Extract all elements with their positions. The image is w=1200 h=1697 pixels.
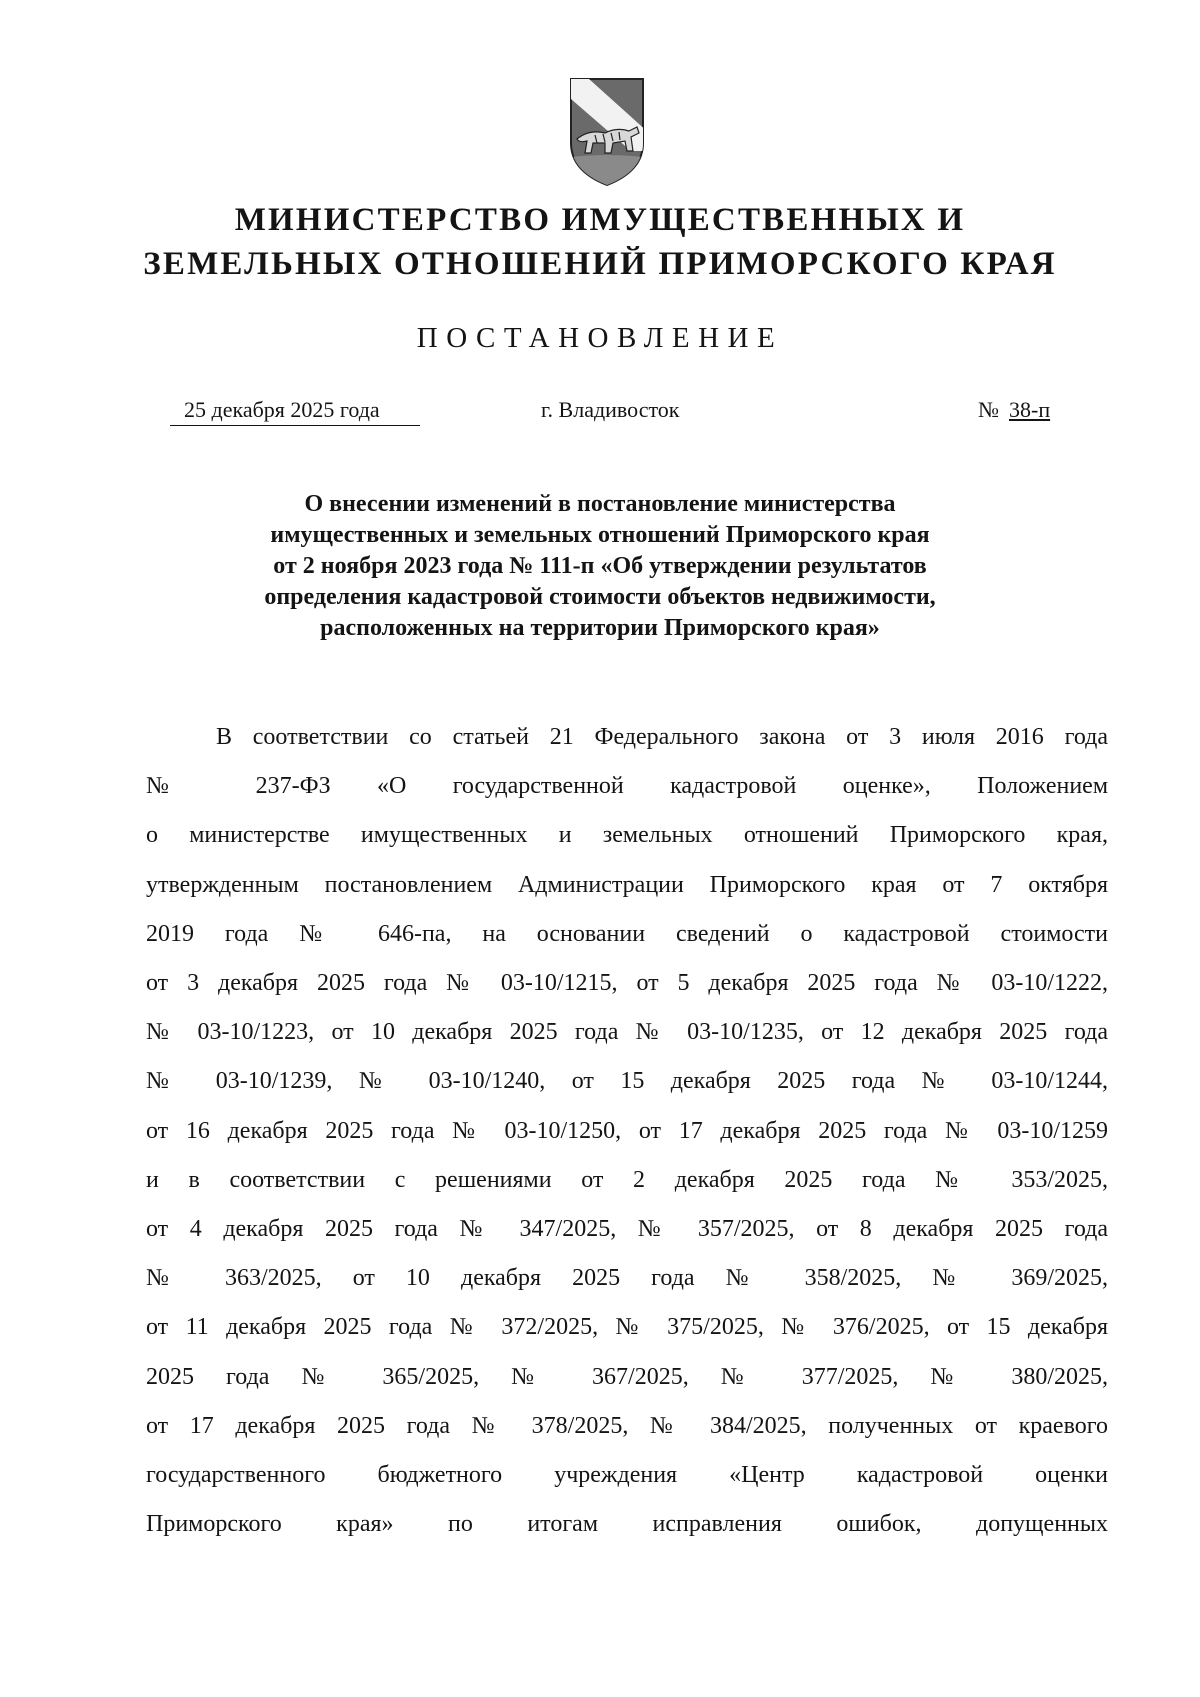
body-line: 2019 года № 646-па, на основании сведений о кадастровой стоимости <box>146 920 1108 947</box>
document-type: ПОСТАНОВЛЕНИЕ <box>416 322 784 354</box>
subject-line: определения кадастровой стоимости объектов недвижимости, <box>264 584 936 610</box>
coat-of-arms-emblem <box>565 73 649 189</box>
body-line: № 03-10/1223, от 10 декабря 2025 года № 03-10/1235, от 12 декабря 2025 года <box>146 1019 1108 1046</box>
body-line: от 11 декабря 2025 года № 372/2025, № 375/2025, № 376/2025, от 15 декабря <box>146 1314 1108 1341</box>
document-date-text: 25 декабря 2025 года <box>184 397 380 422</box>
body-line: государственного бюджетного учреждения «Центр кадастровой оценки <box>146 1462 1108 1489</box>
body-line: № 363/2025, от 10 декабря 2025 года № 358/2025, № 369/2025, <box>146 1265 1108 1292</box>
body-paragraph <box>146 713 1108 1549</box>
body-line: от 3 декабря 2025 года № 03-10/1215, от 5 декабря 2025 года № 03-10/1222, <box>146 970 1108 997</box>
document-date <box>170 395 420 426</box>
body-line: и в соответствии с решениями от 2 декабря 2025 года № 353/2025, <box>146 1166 1108 1193</box>
body-line: от 16 декабря 2025 года № 03-10/1250, от 17 декабря 2025 года № 03-10/1259 <box>146 1117 1108 1144</box>
subject-line: расположенных на территории Приморского края» <box>320 615 880 641</box>
ministry-title-line-1: МИНИСТЕРСТВО ИМУЩЕСТВЕННЫХ И <box>234 202 966 238</box>
ministry-title <box>100 198 1100 286</box>
subject-line: от 2 ноября 2023 года № 111-п «Об утверждении результатов <box>273 553 927 579</box>
document-city: г. Владивосток <box>541 397 680 422</box>
body-line: от 17 декабря 2025 года № 378/2025, № 384/2025, полученных от краевого <box>146 1412 1108 1439</box>
body-line: о министерстве имущественных и земельных отношений Приморского края, <box>146 822 1108 849</box>
body-line: В соответствии со статьей 21 Федерального закона от 3 июля 2016 года <box>216 724 1108 750</box>
document-number <box>978 395 1050 425</box>
body-line: № 03-10/1239, № 03-10/1240, от 15 декабря 2025 года № 03-10/1244, <box>146 1068 1108 1095</box>
number-value: 38-п <box>1009 397 1051 422</box>
body-line: от 4 декабря 2025 года № 347/2025, № 357/2025, от 8 декабря 2025 года <box>146 1216 1108 1243</box>
body-line: утвержденным постановлением Администрации Приморского края от 7 октября <box>146 871 1108 898</box>
body-line: № 237-ФЗ «О государственной кадастровой оценке», Положением <box>146 773 1108 800</box>
ministry-title-line-2: ЗЕМЕЛЬНЫХ ОТНОШЕНИЙ ПРИМОРСКОГО КРАЯ <box>143 246 1057 282</box>
subject-line: имущественных и земельных отношений Приморского края <box>270 522 930 548</box>
document-subject <box>150 489 1050 644</box>
number-sign: № <box>978 397 999 422</box>
subject-line: О внесении изменений в постановление министерства <box>304 491 896 517</box>
body-line: 2025 года № 365/2025, № 367/2025, № 377/2025, № 380/2025, <box>146 1363 1108 1390</box>
body-line: Приморского края» по итогам исправления ошибок, допущенных <box>146 1511 1108 1538</box>
